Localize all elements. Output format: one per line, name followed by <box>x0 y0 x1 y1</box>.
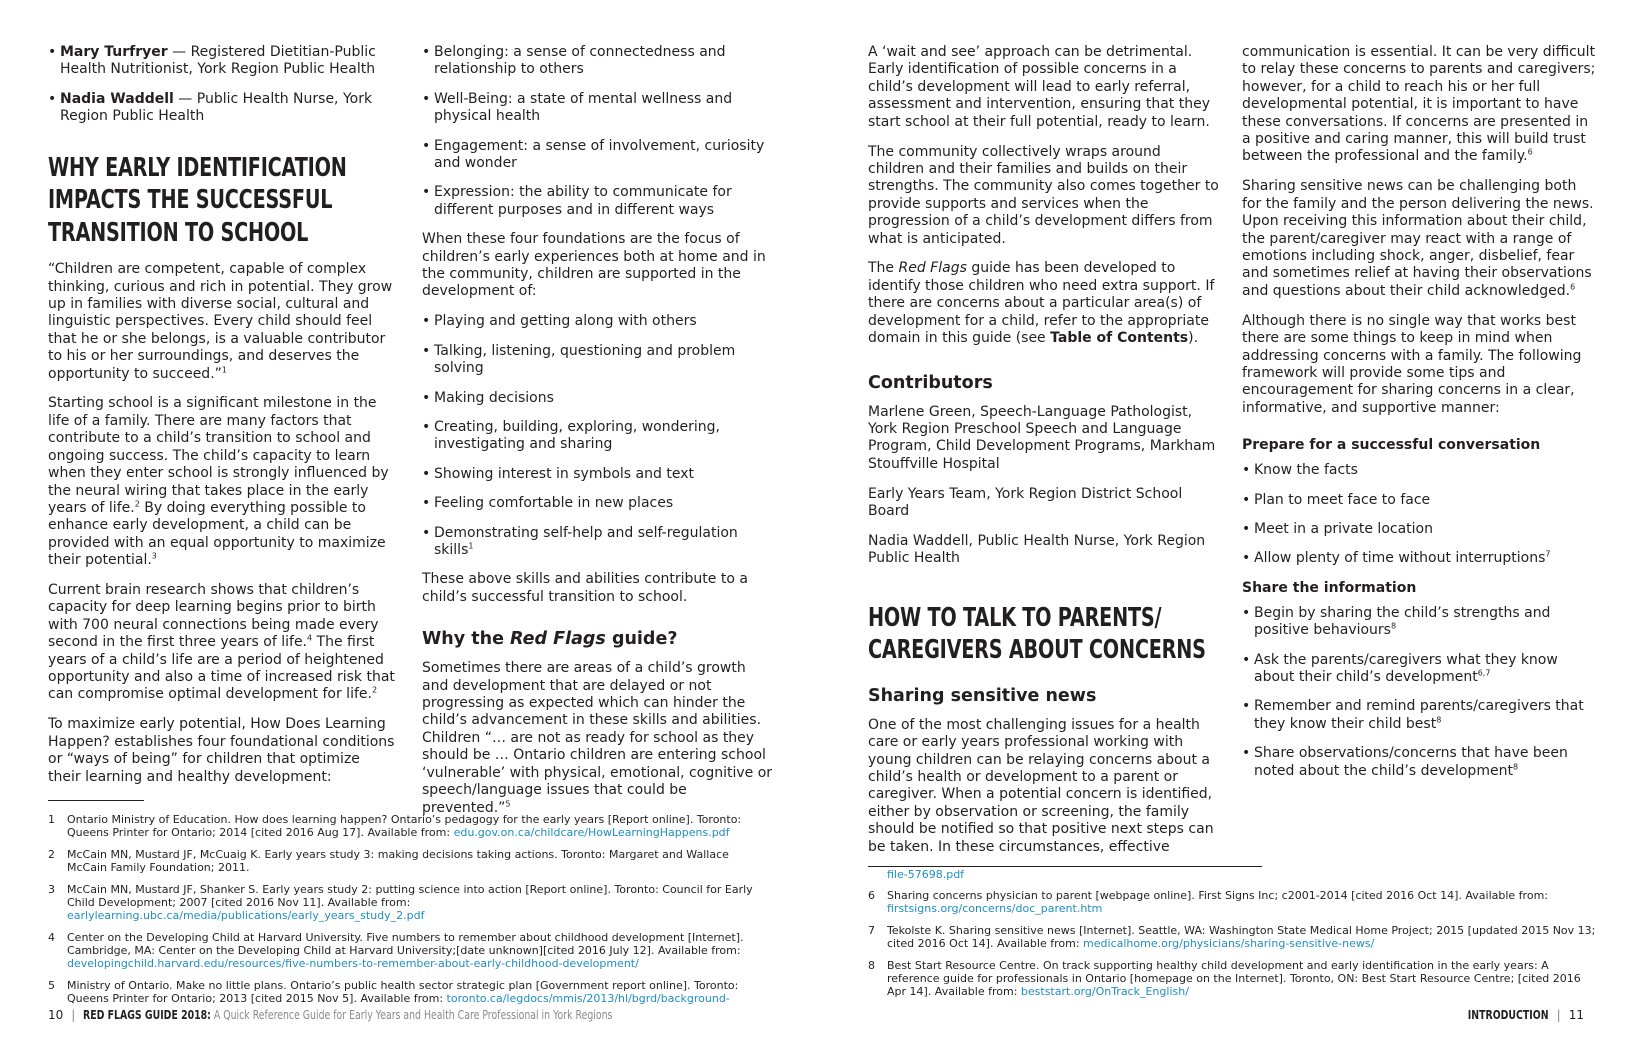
footnote-link[interactable]: toronto.ca/legdocs/mmis/2013/hl/bgrd/background- <box>446 992 730 1005</box>
citation: 8 <box>1436 715 1442 725</box>
heading-text: Why the <box>422 629 511 650</box>
footnote-link[interactable]: edu.gov.on.ca/childcare/HowLearningHappens.pdf <box>453 826 730 839</box>
left-column-1 <box>48 44 396 799</box>
paragraph <box>868 260 1220 347</box>
paragraph-text: By doing everything possible to enhance early development, a child can be provided with an equal opportunity to maximize their potential. <box>48 499 386 569</box>
footnotes-left <box>48 813 758 1014</box>
footnote-text: Ministry of Ontario. Make no little plans. Ontario’s public health sector strategic plan [Government report online]. Toronto: Queens Printer for Ontario; 2013 [cited 2015 Nov 5]. Available from: <box>67 979 739 1005</box>
citation: 8 <box>1512 761 1519 771</box>
footnote-text: Tekolste K. Sharing sensitive news [Internet]. Seattle, WA: Washington State Medical Home Project; 2015 [updated 2015 Nov 13; cited 2016 Oct 14]. Available from: <box>887 924 1596 950</box>
contact-list <box>48 44 396 126</box>
paragraph <box>48 395 396 569</box>
footer-right <box>1445 1008 1584 1023</box>
paragraph-text: Current brain research shows that children’s capacity for deep learning begins prior to birth with 700 neural connections being made every second in the first three years of life. <box>48 582 379 651</box>
paragraph: Although there is no single way that works best there are some things to keep in mind when addressing concerns with a family. The following framework will provide some tips and encouragement for sharing concerns in a clear, informative, and supportive manner: <box>1242 312 1582 416</box>
share-list <box>1242 605 1598 780</box>
footnote-link[interactable]: firstsigns.org/concerns/doc_parent.htm <box>887 902 1103 915</box>
footnotes-right <box>868 868 1598 1007</box>
skills-list <box>422 313 774 559</box>
paragraph-text: ). <box>1188 330 1199 347</box>
list-item <box>422 525 774 560</box>
toc-reference: Table of Contents <box>1050 330 1189 347</box>
contact-name: Mary Turfryer <box>60 44 168 60</box>
footer-guide-title <box>83 1008 612 1023</box>
contributor: Early Years Team, York Region District School Board <box>868 485 1183 520</box>
citation: 6,7 <box>1477 668 1491 678</box>
paragraph: One of the most challenging issues for a health care or early years professional working with young children can be relaying concerns about a child’s health or development to a parent or caregiver. When a potential concern is identified, either by observation or screening, the family should be notified so that positive next steps can be taken. In these circumstances, effective <box>868 716 1214 855</box>
subheading-contributors: Contributors <box>868 372 993 393</box>
list-item <box>1242 605 1598 640</box>
citation: 5 <box>505 798 511 808</box>
footer-guide-name: RED FLAGS GUIDE 2018: <box>83 1008 212 1022</box>
footnote-text: McCain MN, Mustard JF, Shanker S. Early years study 2: putting science into action [Report online]. Toronto: Council for Early Child Development; 2007 [cited 2016 Nov 11]. Available from: <box>67 883 753 909</box>
right-column-2 <box>1242 44 1598 792</box>
footnote-link[interactable]: beststart.org/OnTrack_English/ <box>1020 985 1189 998</box>
paragraph-emphasis: Red Flags <box>898 260 967 277</box>
citation: 8 <box>1390 621 1397 631</box>
list-item <box>1242 652 1598 687</box>
list-item-text: Ask the parents/caregivers what they know about their child’s development <box>1254 651 1558 685</box>
list-item-text: Allow plenty of time without interruptions <box>1254 550 1546 567</box>
paragraph: The community collectively wraps around children and their families and builds on their strengths. The community also comes together to provide supports and services when the progression of a child’s development differs from what is anticipated. <box>868 143 1219 247</box>
list-item-text: Share observations/concerns that have been noted about the child’s development <box>1254 745 1568 779</box>
contact-item <box>48 44 396 79</box>
section-heading-wrap <box>48 152 396 250</box>
paragraph: A ‘wait and see’ approach can be detrimental. Early identification of possible concerns in a child’s development will lead to early referral, assessment and intervention, ensuring that they start school at their full potential, ready to learn. <box>868 44 1210 130</box>
paragraph <box>48 261 396 383</box>
contact-item <box>48 91 396 126</box>
footnote <box>868 924 1598 950</box>
paragraph <box>422 660 774 817</box>
paragraph-text: The first years of a child’s life are a period of heightened opportunity and also a time of increased risk that can compromise optimal development for life. <box>48 634 395 703</box>
footnote-rule <box>868 866 1262 867</box>
subheading-share: Share the information <box>1242 579 1417 596</box>
paragraph: To maximize early potential, How Does Learning Happen? establishes four foundational conditions or “ways of being” for children that optimize their learning and healthy development: <box>48 716 395 785</box>
citation: 4 <box>307 633 313 643</box>
citation: 2 <box>134 499 140 509</box>
paragraph-text: communication is essential. It can be very difficult to relay these concerns to parents and caregivers; however, for a child to reach his or her full developmental potential, it is important to have these conversations. If concerns are presented in a positive and caring manner, this will build trust between the professional and the family. <box>1242 44 1596 165</box>
footnote <box>868 959 1598 998</box>
section-heading-early-identification: WHY EARLY IDENTIFICATION IMPACTS THE SUCCESSFUL TRANSITION TO SCHOOL <box>48 152 347 248</box>
contact-role: — Registered Dietitian-Public Health Nutritionist, York Region Public Health <box>60 44 376 78</box>
footnote-link[interactable]: developingchild.harvard.edu/resources/five-numbers-to-remember-about-early-childhood-development/ <box>67 957 639 970</box>
citation: 7 <box>1545 549 1551 559</box>
right-column-1 <box>868 44 1220 869</box>
footnote-rule <box>48 800 144 801</box>
footer-divider: | <box>71 1008 76 1022</box>
paragraph: When these four foundations are the focus of children’s early experiences both at home and in the community, children are supported in the development of: <box>422 231 766 300</box>
heading-emphasis: Red Flags <box>510 629 606 650</box>
paragraph-text: Sometimes there are areas of a child’s growth and development that are delayed or not progressing as expected which can hinder the child’s advancement in these skills and abilities. Children “… are not as ready for school as they should be … Ontario children are entering school ‘vulnerable’ with physical, emotional, cognitive or speech/language issues that could be prevented.” <box>422 660 773 816</box>
citation: 6 <box>1570 282 1576 292</box>
subheading-prepare: Prepare for a successful conversation <box>1242 437 1541 454</box>
footnote-number: 4 <box>48 931 55 944</box>
list-item: • Feeling comfortable in new places <box>422 495 774 512</box>
paragraph-text: guide has been developed to identify those children who need extra support. If there are concerns about a particular area(s) of development for a child, refer to the appropriate domain in this guide (see <box>868 260 1215 347</box>
list-item: • Playing and getting along with others <box>422 313 774 330</box>
page-number-right: 11 <box>1568 1008 1584 1022</box>
citation: 2 <box>371 685 378 695</box>
footnote-number: 7 <box>868 924 875 937</box>
footnote-number: 8 <box>868 959 875 972</box>
list-item <box>1242 550 1598 567</box>
paragraph <box>1242 178 1598 300</box>
contact-role: — Public Health Nurse, York Region Public Health <box>60 90 373 125</box>
citation: 1 <box>221 364 227 374</box>
list-item: • Showing interest in symbols and text <box>422 466 774 483</box>
footnote-number: 2 <box>48 848 55 861</box>
footnote-number: 3 <box>48 883 55 896</box>
list-item: • Talking, listening, questioning and problem solving <box>422 343 774 378</box>
paragraph-text: Sharing sensitive news can be challenging both for the family and the person delivering the news. Upon receiving this information about their child, the parent/caregiver may react with a range of emotions including shock, anger, disbelief, fear and sometimes relief at having their observations and questions about their child acknowledged. <box>1242 178 1594 299</box>
contact-name: Nadia Waddell <box>60 90 174 107</box>
citation: 1 <box>468 541 474 551</box>
subheading-sharing-sensitive-news: Sharing sensitive news <box>868 685 1097 706</box>
list-item: • Belonging: a sense of connectedness and relationship to others <box>422 44 774 79</box>
footnote <box>48 979 758 1005</box>
section-heading-how-to-talk: HOW TO TALK TO PARENTS/ CAREGIVERS ABOUT CONCERNS <box>868 602 1206 666</box>
footnote-number: 5 <box>48 979 55 992</box>
citation: 6 <box>1527 147 1533 157</box>
footnote <box>868 889 1598 915</box>
footnote-link[interactable]: file-57698.pdf <box>887 868 965 881</box>
footer-divider: | <box>1556 1008 1561 1022</box>
foundations-list <box>422 44 774 219</box>
list-item: • Plan to meet face to face <box>1242 492 1598 509</box>
contributor: Marlene Green, Speech-Language Pathologist, York Region Preschool Speech and Language Program, Child Development Programs, Markham Stouffville Hospital <box>868 403 1216 472</box>
paragraph <box>48 582 396 704</box>
list-item: • Meet in a private location <box>1242 521 1598 538</box>
list-item: • Engagement: a sense of involvement, curiosity and wonder <box>422 138 774 173</box>
list-item-text: Remember and remind parents/caregivers that they know their child best <box>1254 698 1584 732</box>
footnote-link[interactable]: earlylearning.ubc.ca/media/publications/early_years_study_2.pdf <box>67 909 425 922</box>
list-item: • Know the facts <box>1242 462 1598 479</box>
footnote <box>48 813 758 839</box>
list-item: • Creating, building, exploring, wondering, investigating and sharing <box>422 419 774 454</box>
paragraph-text: “Children are competent, capable of complex thinking, curious and rich in potential. They grow up in families with diverse social, cultural and linguistic perspectives. Every child should feel that he or she belongs, is a valuable contributor to his or her surroundings, and deserves the opportunity to succeed.” <box>48 261 393 382</box>
page-number-left: 10 <box>48 1008 64 1022</box>
footnote-text: Sharing concerns physician to parent [webpage online]. First Signs Inc; c2001-2014 [cited 2016 Oct 14]. Available from: <box>887 889 1548 902</box>
footer-section-name: INTRODUCTION <box>1467 1008 1549 1022</box>
paragraph <box>1242 44 1598 166</box>
left-column-2 <box>422 44 774 829</box>
list-item: • Well-Being: a state of mental wellness and physical health <box>422 91 774 126</box>
footnote-text: Best Start Resource Centre. On track supporting healthy child development and early identification in the early years: A reference guide for professionals in Ontario [homepage on the Internet]. Toronto, ON: Best Start Resource Centre; [cited 2016 Apr 14]. Available from: <box>887 959 1581 998</box>
footnote-number: 6 <box>868 889 875 902</box>
footnote-link[interactable]: medicalhome.org/physicians/sharing-sensitive-news/ <box>1083 937 1375 950</box>
list-item <box>1242 698 1598 733</box>
list-item: • Expression: the ability to communicate for different purposes and in different ways <box>422 184 774 219</box>
footnote-continuation <box>868 868 1598 881</box>
footnote-number: 1 <box>48 813 55 826</box>
footnote <box>48 931 758 970</box>
footnote <box>48 883 758 922</box>
footnote-text: Ontario Ministry of Education. How does learning happen? Ontario’s pedagogy for the early years [Report online]. Toronto: Queens Printer for Ontario; 2014 [cited 2016 Aug 17]. Available from: <box>67 813 742 839</box>
list-item-text: Demonstrating self-help and self-regulation skills <box>434 524 738 559</box>
heading-text: guide? <box>605 629 678 650</box>
prepare-list <box>1242 462 1598 568</box>
footnote-text: Center on the Developing Child at Harvard University. Five numbers to remember about childhood development [Internet]. Cambridge, MA: Center on the Developing Child at Harvard University;[date unknown][cited 2016 July 12]. Available from: <box>67 931 744 957</box>
paragraph-text: Starting school is a significant milestone in the life of a family. There are many factors that contribute to a child’s transition to school and ongoing success. The child’s capacity to learn when they enter school is strongly influenced by the neural wiring that takes place in the early years of life. <box>48 395 389 516</box>
paragraph: These above skills and abilities contribute to a child’s successful transition to school. <box>422 571 748 605</box>
paragraph-text: The <box>868 260 899 277</box>
footer-guide-subtitle: A Quick Reference Guide for Early Years and Health Care Professional in York Regions <box>211 1008 613 1022</box>
footnote <box>48 848 758 874</box>
list-item-text: Begin by sharing the child’s strengths and positive behaviours <box>1254 604 1551 639</box>
list-item <box>1242 745 1598 780</box>
footnote-text: McCain MN, Mustard JF, McCuaig K. Early years study 3: making decisions taking actions. Toronto: Margaret and Wallace McCain Family Foundation; 2011. <box>67 848 729 874</box>
subheading-why-red-flags <box>422 628 774 650</box>
footer-left <box>48 1008 808 1023</box>
section-heading-wrap <box>868 602 1220 667</box>
contributor: Nadia Waddell, Public Health Nurse, York Region Public Health <box>868 532 1206 567</box>
list-item: • Making decisions <box>422 390 774 407</box>
citation: 3 <box>151 551 157 561</box>
